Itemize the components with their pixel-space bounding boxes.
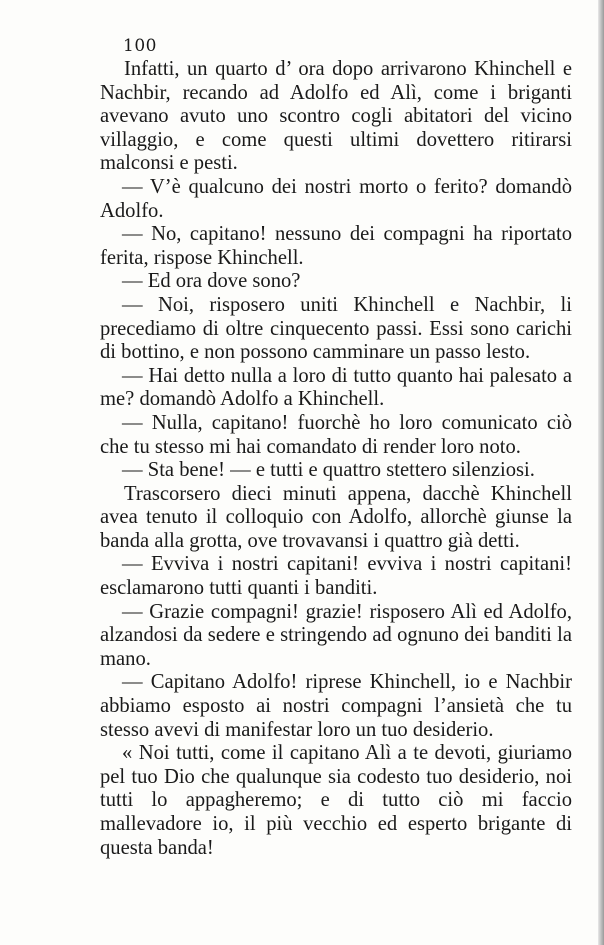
paragraph-1: Infatti, un quarto d’ ora dopo arrivarono Khinchell e Nachbir, recando ad Adolfo ed Alì, come i briganti avevano avuto uno scontro cogli abitatori del vicino villaggio, e come questi ultimi dovettero ritirarsi malconsi e pesti.	[100, 58, 572, 175]
paragraph-2: — V’è qualcuno dei nostri morto o ferito? domandò Adolfo.	[100, 175, 572, 222]
paragraph-4: — Ed ora dove sono?	[122, 270, 301, 293]
paragraph-9: Trascorsero dieci minuti appena, dacchè Khinchell avea tenuto il colloquio con Adolfo, allorchè giunse la banda alla grotta, ove trovavansi i quattro già detti.	[100, 482, 572, 552]
paragraph-3: — No, capitano! nessuno dei compagni ha riportato ferita, rispose Khinchell.	[100, 223, 572, 269]
paragraph-6: — Hai detto nulla a loro di tutto quanto hai palesato a me? domandò Adolfo a Khinchell.	[100, 364, 572, 411]
body-text	[100, 58, 572, 860]
page-number: 100	[123, 36, 157, 56]
paragraph-13: « Noi tutti, come il capitano Alì a te devoti, giuriamo pel tuo Dio che qualunque sia codesto tuo desiderio, noi tutti lo appagheremo; e di tutto ciò mi faccio mallevadore io, il più vecchio ed esperto brigante di questa banda!	[100, 742, 572, 859]
paragraph-11: — Grazie compagni! grazie! risposero Alì ed Adolfo, alzandosi da sedere e stringendo ad ognuno dei banditi la mano.	[100, 600, 572, 670]
paragraph-5: — Noi, risposero uniti Khinchell e Nachbir, li precediamo di oltre cinquecento passi. Essi sono carichi di bottino, e non possono camminare un passo lesto.	[100, 293, 572, 364]
paragraph-8: — Sta bene! — e tutti e quattro stettero silenziosi.	[122, 459, 535, 482]
paragraph-12: — Capitano Adolfo! riprese Khinchell, io e Nachbir abbiamo esposto ai nostri compagni l’ansietà che tu stesso avevi di manifestar loro un tuo desiderio.	[100, 671, 572, 741]
paragraph-10: — Evviva i nostri capitani! evviva i nostri capitani! esclamarono tutti quanti i banditi.	[100, 553, 572, 600]
paragraph-7: — Nulla, capitano! fuorchè ho loro comunicato ciò che tu stesso mi hai comandato di render loro noto.	[100, 411, 572, 458]
page-edge-shadow	[598, 0, 604, 945]
